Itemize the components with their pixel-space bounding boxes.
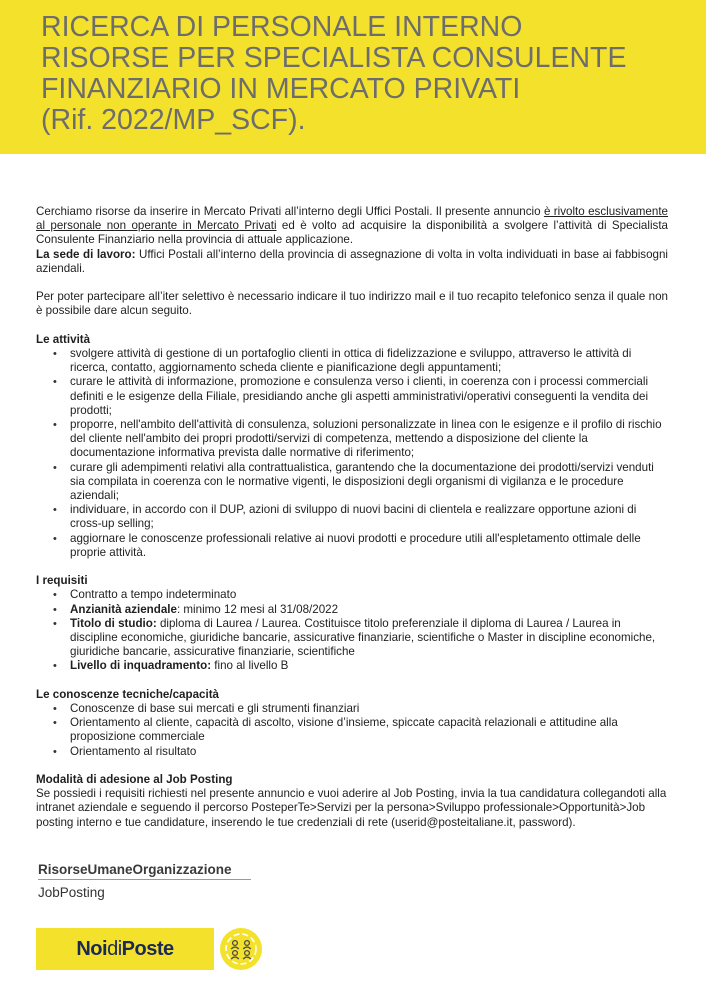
- people-network-icon: [220, 928, 262, 970]
- list-item: • Contratto a tempo indeterminato: [36, 588, 668, 602]
- contact-requirement: Per poter partecipare all’iter selettivo è necessario indicare il tuo indirizzo mail e il tuo recapito telefonico senza il quale non è possibile dare alcun seguito.: [36, 290, 668, 318]
- list-item: • Livello di inquadramento: fino al livello B: [36, 659, 668, 673]
- header-banner: [0, 0, 706, 154]
- list-item: • Orientamento al cliente, capacità di ascolto, visione d’insieme, spiccate capacità relazionali e attitudine alla proposizione commerciale: [36, 716, 668, 744]
- title-line-1: RICERCA DI PERSONALE INTERNO: [41, 11, 523, 43]
- section-title-conoscenze: Le conoscenze tecniche/capacità: [36, 687, 219, 701]
- section-title-requisiti: I requisiti: [36, 574, 88, 588]
- attivita-list: [36, 347, 668, 560]
- title-line-3: FINANZIARIO IN MERCATO PRIVATI: [41, 73, 521, 105]
- requisiti-list: [36, 588, 668, 673]
- title-line-2: RISORSE PER SPECIALISTA CONSULENTE: [41, 42, 627, 74]
- list-item: • Titolo di studio: diploma di Laurea / Laurea. Costituisce titolo preferenziale il diploma di Laurea / Laurea in discipline economiche, giuridiche bancarie, assicurative finanziarie, scientifiche o Master in discipline economiche, giuridiche bancarie, assicurative finanziarie, scientifiche: [36, 617, 668, 660]
- list-item: • aggiornare le conoscenze professionali relative ai nuovi prodotti e procedure utili all'espletamento ottimale delle proprie attività.: [36, 532, 668, 560]
- page-title: [41, 12, 681, 136]
- work-location: La sede di lavoro: Uffici Postali all’interno della provincia di assegnazione di volta in volta individuati in base ai fabbisogni aziendali.: [36, 247, 668, 275]
- logo-word-di: di: [107, 937, 122, 960]
- list-item: • svolgere attività di gestione di un portafoglio clienti in ottica di fidelizzazione e sviluppo, attraverso le attività di ricerca, contatto, aggiornamento scheda cliente e pianificazione degli appuntamenti;: [36, 347, 668, 375]
- list-item: • Orientamento al risultato: [36, 745, 668, 759]
- list-item: • individuare, in accordo con il DUP, azioni di sviluppo di nuovi bacini di clientela e realizzare opportune azioni di cross-up selling;: [36, 503, 668, 531]
- intro-paragraph: Cerchiamo risorse da inserire in Mercato Privati all’interno degli Uffici Postali. Il presente annuncio è rivolto esclusivamente al personale non operante in Mercato Privati ed è volto ad acquisire la disponibilità a svolgere l’attività di Specialista Consulente Finanziario nella provincia di attuale applicazione.: [36, 205, 668, 247]
- application-instructions: Se possiedi i requisiti richiesti nel presente annuncio e vuoi aderire al Job Posting, invia la tua candidatura collegandoti alla intranet aziendale e seguendo il percorso PosteperTe>Servizi per la persona>Sviluppo professionale>Opportunità>Job posting interno e tue candidature, inserendo le tue credenziali di rete (userid@posteitaliane.it, password).: [36, 787, 667, 829]
- job-posting-body: [36, 205, 668, 830]
- list-item: • curare gli adempimenti relativi alla contrattualistica, garantendo che la documentazione dei prodotti/servizi venduti sia compilata in coerenza con le normative vigenti, le disposizioni degli organismi di vigilanza e le procedure aziendali;: [36, 461, 668, 504]
- tag-list: [38, 862, 251, 900]
- logo-word-poste: Poste: [121, 937, 174, 960]
- list-item: • curare le attività di informazione, promozione e consulenza verso i clienti, in coerenza con i processi commerciali definiti e le esigenze della Filiale, presidiando anche gli aspetti amministrativi/operativi conseguenti la vendita dei prodotti;: [36, 375, 668, 418]
- list-item: • Conoscenze di base sui mercati e gli strumenti finanziari: [36, 702, 668, 716]
- list-item: • proporre, nell'ambito dell'attività di consulenza, soluzioni personalizzate in linea con le esigenze e il profilo di rischio del cliente nell'ambito dei propri prodotti/servizi di competenza, mettendo a disposizione del cliente la documentazione informativa prevista dalle normative di riferimento;: [36, 418, 668, 461]
- title-line-4: (Rif. 2022/MP_SCF).: [41, 104, 306, 136]
- section-title-attivita: Le attività: [36, 332, 91, 346]
- tag-risorse-umane[interactable]: RisorseUmaneOrganizzazione: [38, 862, 251, 880]
- audience-note: è rivolto esclusivamente al personale non operante in Mercato Privati: [36, 205, 668, 233]
- noidiposte-logo: [36, 928, 214, 970]
- conoscenze-list: [36, 702, 668, 759]
- section-title-modalita: Modalità di adesione al Job Posting: [36, 773, 233, 787]
- list-item: • Anzianità aziendale: minimo 12 mesi al 31/08/2022: [36, 603, 668, 617]
- logo-word-noi: Noi: [76, 937, 108, 960]
- tag-job-posting[interactable]: JobPosting: [38, 885, 105, 900]
